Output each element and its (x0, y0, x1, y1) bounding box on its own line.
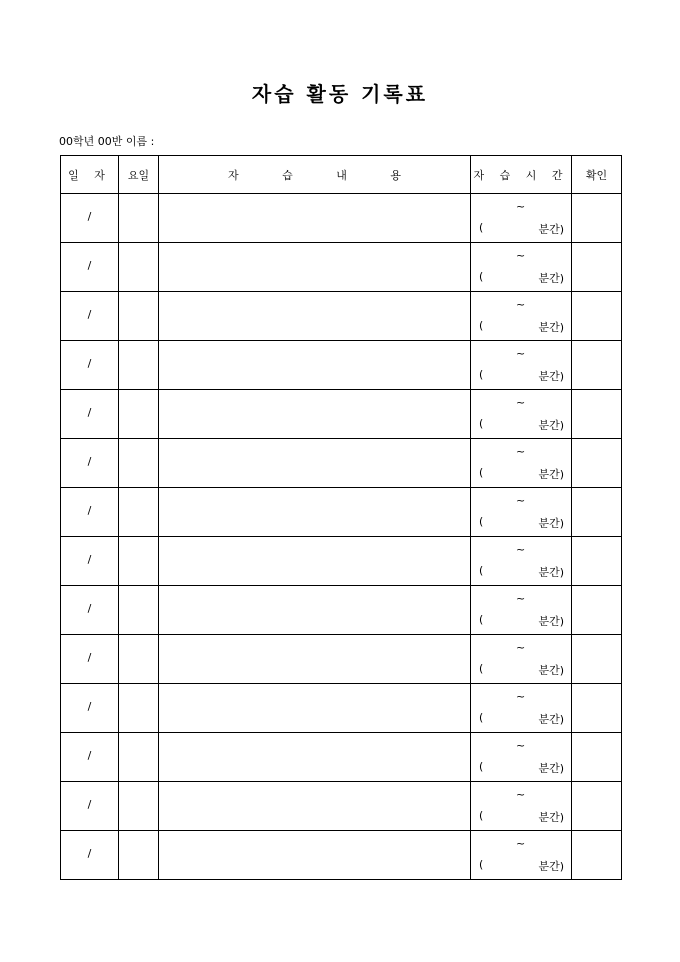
date-separator: / (87, 454, 92, 468)
date-cell[interactable] (61, 243, 119, 292)
duration-minutes-label: 분간) (538, 713, 564, 726)
table-row (61, 684, 622, 733)
header-row (61, 156, 622, 194)
duration-minutes-label: 분간) (538, 762, 564, 775)
content-cell[interactable] (159, 831, 471, 880)
table-row (61, 243, 622, 292)
time-cell[interactable] (471, 733, 572, 782)
confirm-cell[interactable] (572, 243, 622, 292)
weekday-cell[interactable] (119, 488, 159, 537)
duration-minutes-label: 분간) (538, 468, 564, 481)
time-cell[interactable] (471, 586, 572, 635)
weekday-cell[interactable] (119, 635, 159, 684)
weekday-cell[interactable] (119, 537, 159, 586)
time-cell[interactable] (471, 243, 572, 292)
date-separator: / (87, 405, 92, 419)
weekday-cell[interactable] (119, 243, 159, 292)
confirm-cell[interactable] (572, 194, 622, 243)
duration-minutes-label: 분간) (538, 370, 564, 383)
date-cell[interactable] (61, 733, 119, 782)
header-weekday: 요일 (119, 156, 159, 194)
duration-minutes-label: 분간) (538, 664, 564, 677)
time-cell[interactable] (471, 341, 572, 390)
date-cell[interactable] (61, 194, 119, 243)
table-row (61, 733, 622, 782)
weekday-cell[interactable] (119, 684, 159, 733)
weekday-cell[interactable] (119, 194, 159, 243)
time-cell[interactable] (471, 439, 572, 488)
date-separator: / (87, 601, 92, 615)
time-range-separator: ~ (516, 592, 526, 605)
duration-minutes-label: 분간) (538, 566, 564, 579)
duration-minutes-label: 분간) (538, 321, 564, 334)
table-row (61, 292, 622, 341)
table-row (61, 831, 622, 880)
time-cell[interactable] (471, 488, 572, 537)
time-range-separator: ~ (516, 298, 526, 311)
duration-paren-open: ( (479, 417, 484, 430)
header-content: 자 습 내 용 (159, 156, 471, 194)
table-row (61, 537, 622, 586)
duration-minutes-label: 분간) (538, 223, 564, 236)
time-range-separator: ~ (516, 690, 526, 703)
time-range-separator: ~ (516, 200, 526, 213)
duration-minutes-label: 분간) (538, 419, 564, 432)
weekday-cell[interactable] (119, 733, 159, 782)
content-cell[interactable] (159, 733, 471, 782)
duration-minutes-label: 분간) (538, 615, 564, 628)
date-separator: / (87, 748, 92, 762)
time-range-separator: ~ (516, 837, 526, 850)
time-range-separator: ~ (516, 543, 526, 556)
confirm-cell[interactable] (572, 341, 622, 390)
duration-paren-open: ( (479, 515, 484, 528)
duration-paren-open: ( (479, 270, 484, 283)
confirm-cell[interactable] (572, 439, 622, 488)
duration-paren-open: ( (479, 711, 484, 724)
duration-minutes-label: 분간) (538, 811, 564, 824)
table-row (61, 341, 622, 390)
content-cell[interactable] (159, 341, 471, 390)
content-cell[interactable] (159, 635, 471, 684)
time-range-separator: ~ (516, 249, 526, 262)
confirm-cell[interactable] (572, 782, 622, 831)
table-row (61, 390, 622, 439)
confirm-cell[interactable] (572, 537, 622, 586)
time-range-separator: ~ (516, 739, 526, 752)
duration-paren-open: ( (479, 466, 484, 479)
date-cell[interactable] (61, 488, 119, 537)
table-row (61, 782, 622, 831)
date-cell[interactable] (61, 390, 119, 439)
header-confirm: 확인 (572, 156, 622, 194)
content-cell[interactable] (159, 488, 471, 537)
confirm-cell[interactable] (572, 292, 622, 341)
weekday-cell[interactable] (119, 341, 159, 390)
duration-paren-open: ( (479, 662, 484, 675)
table-row (61, 439, 622, 488)
table-row (61, 194, 622, 243)
date-separator: / (87, 356, 92, 370)
content-cell[interactable] (159, 537, 471, 586)
table-row (61, 488, 622, 537)
duration-minutes-label: 분간) (538, 517, 564, 530)
date-separator: / (87, 552, 92, 566)
date-cell[interactable] (61, 684, 119, 733)
date-separator: / (87, 699, 92, 713)
date-cell[interactable] (61, 537, 119, 586)
date-separator: / (87, 846, 92, 860)
weekday-cell[interactable] (119, 831, 159, 880)
date-separator: / (87, 797, 92, 811)
time-range-separator: ~ (516, 396, 526, 409)
duration-paren-open: ( (479, 564, 484, 577)
date-separator: / (87, 650, 92, 664)
duration-paren-open: ( (479, 221, 484, 234)
date-cell[interactable] (61, 292, 119, 341)
duration-paren-open: ( (479, 809, 484, 822)
header-time: 자 습 시 간 (471, 156, 572, 194)
time-cell[interactable] (471, 831, 572, 880)
content-cell[interactable] (159, 782, 471, 831)
time-cell[interactable] (471, 194, 572, 243)
confirm-cell[interactable] (572, 635, 622, 684)
confirm-cell[interactable] (572, 390, 622, 439)
weekday-cell[interactable] (119, 782, 159, 831)
weekday-cell[interactable] (119, 390, 159, 439)
duration-minutes-label: 분간) (538, 272, 564, 285)
content-cell[interactable] (159, 439, 471, 488)
content-cell[interactable] (159, 194, 471, 243)
weekday-cell[interactable] (119, 439, 159, 488)
confirm-cell[interactable] (572, 488, 622, 537)
time-cell[interactable] (471, 782, 572, 831)
confirm-cell[interactable] (572, 684, 622, 733)
time-cell[interactable] (471, 635, 572, 684)
class-name-line: 00학년 00반 이름 : (59, 135, 155, 148)
time-range-separator: ~ (516, 445, 526, 458)
duration-paren-open: ( (479, 319, 484, 332)
duration-paren-open: ( (479, 368, 484, 381)
time-range-separator: ~ (516, 347, 526, 360)
date-cell[interactable] (61, 586, 119, 635)
date-cell[interactable] (61, 635, 119, 684)
page-title: 자습 활동 기록표 (251, 82, 429, 106)
table-row (61, 586, 622, 635)
date-separator: / (87, 209, 92, 223)
time-cell[interactable] (471, 292, 572, 341)
date-separator: / (87, 258, 92, 272)
time-cell[interactable] (471, 537, 572, 586)
duration-paren-open: ( (479, 760, 484, 773)
content-cell[interactable] (159, 390, 471, 439)
duration-paren-open: ( (479, 613, 484, 626)
time-range-separator: ~ (516, 641, 526, 654)
header-date: 일 자 (61, 156, 119, 194)
date-cell[interactable] (61, 439, 119, 488)
date-separator: / (87, 503, 92, 517)
confirm-cell[interactable] (572, 733, 622, 782)
study-log-table (60, 155, 622, 880)
duration-minutes-label: 분간) (538, 860, 564, 873)
weekday-cell[interactable] (119, 586, 159, 635)
time-cell[interactable] (471, 390, 572, 439)
content-cell[interactable] (159, 586, 471, 635)
time-range-separator: ~ (516, 494, 526, 507)
duration-paren-open: ( (479, 858, 484, 871)
confirm-cell[interactable] (572, 586, 622, 635)
date-cell[interactable] (61, 782, 119, 831)
table-row (61, 635, 622, 684)
date-cell[interactable] (61, 341, 119, 390)
content-cell[interactable] (159, 292, 471, 341)
date-separator: / (87, 307, 92, 321)
weekday-cell[interactable] (119, 292, 159, 341)
table-body (61, 194, 622, 880)
content-cell[interactable] (159, 684, 471, 733)
confirm-cell[interactable] (572, 831, 622, 880)
date-cell[interactable] (61, 831, 119, 880)
time-range-separator: ~ (516, 788, 526, 801)
content-cell[interactable] (159, 243, 471, 292)
time-cell[interactable] (471, 684, 572, 733)
